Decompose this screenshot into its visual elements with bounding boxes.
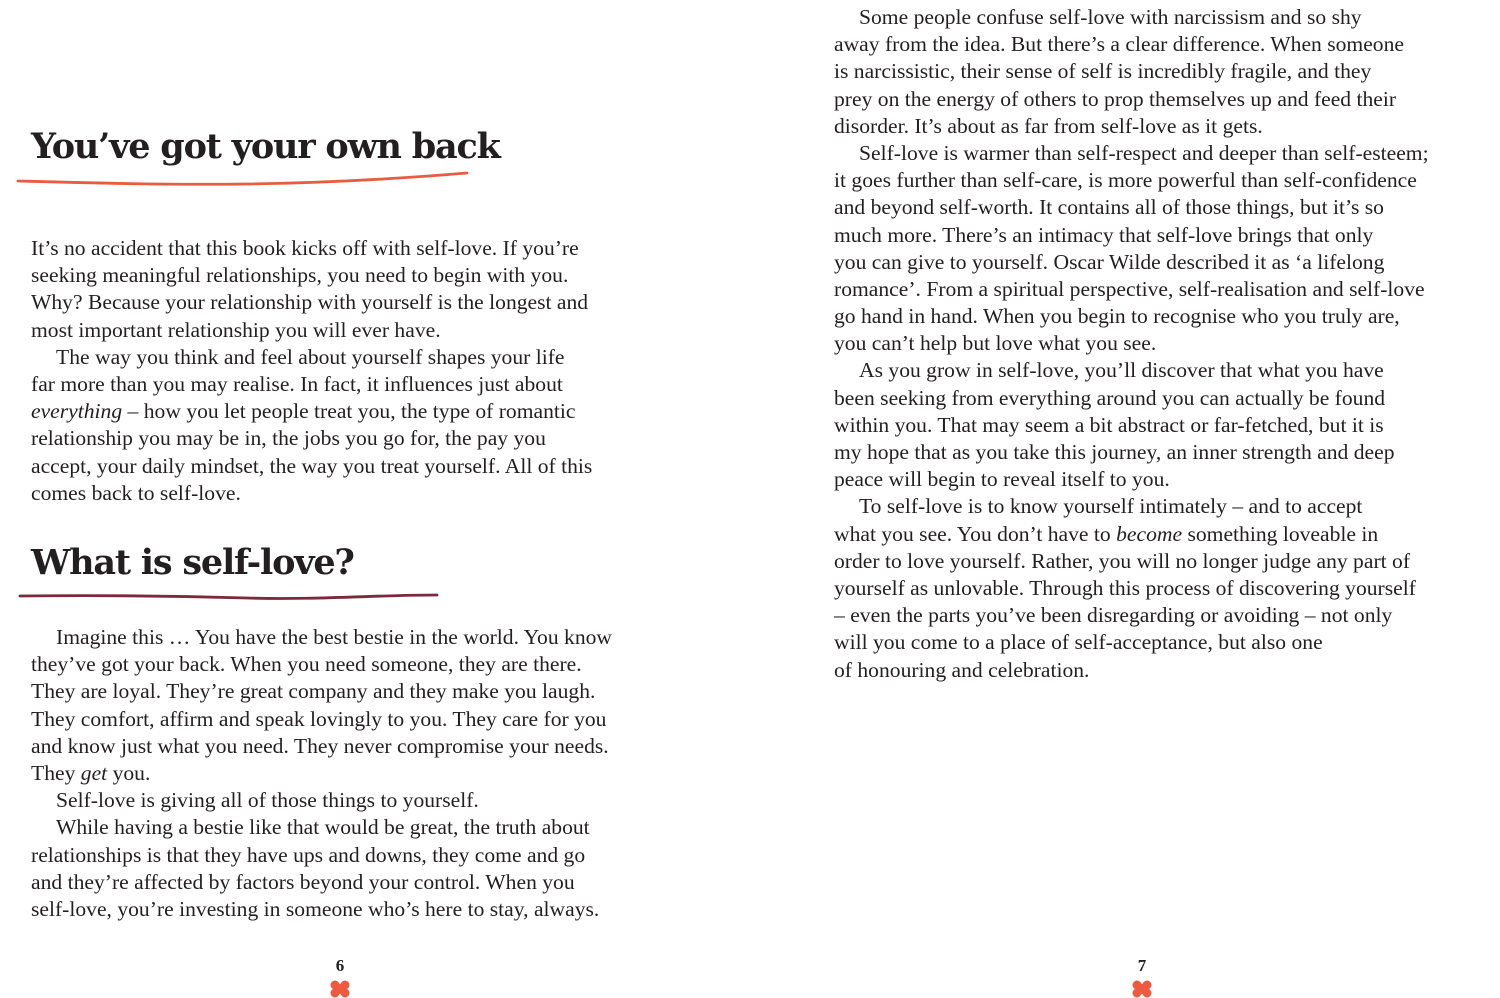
text-line: and know just what you need. They never compromise your needs.: [31, 733, 609, 758]
text-line: comes back to self-love.: [31, 480, 241, 505]
text-line: Imagine this … You have the best bestie in the world. You know: [56, 625, 613, 649]
text-line: While having a bestie like that would be great, the truth about: [56, 815, 590, 840]
text-line: relationship you may be in, the jobs you go for, the pay you: [31, 426, 546, 451]
text-line: Some people confuse self-love with narcissism and so shy: [859, 5, 1362, 29]
heading-own-back: You’ve got your own back: [31, 126, 500, 167]
text-line: go hand in hand. When you begin to recognise who you truly are,: [834, 304, 1400, 329]
text-line: – even the parts you’ve been disregarding or avoiding – not only: [834, 603, 1393, 628]
text-line: As you grow in self-love, you’ll discover that what you have: [859, 358, 1384, 383]
text-line: away from the idea. But there’s a clear difference. When someone: [834, 32, 1404, 57]
text-line: accept, your daily mindset, the way you treat yourself. All of this: [31, 453, 593, 478]
text-line: you can’t help but love what you see.: [834, 331, 1157, 356]
heading-underline-maroon: [17, 584, 441, 604]
text-line: prey on the energy of others to prop themselves up and feed their: [834, 86, 1397, 111]
flower-icon: [328, 980, 352, 998]
text-line: and beyond self-worth. It contains all of those things, but it’s so: [834, 195, 1384, 220]
text-line: Why? Because your relationship with yourself is the longest and: [31, 290, 589, 315]
page-number: 7: [1137, 956, 1147, 975]
right-text-block: [834, 4, 1429, 684]
left-para-2: [31, 624, 612, 923]
text-line: They comfort, affirm and speak lovingly to you. They care for you: [31, 706, 607, 731]
text-line: within you. That may seem a bit abstract or far-fetched, but it is: [834, 412, 1384, 437]
emphasis-become: become: [1116, 521, 1183, 546]
flower-icon: [1130, 980, 1154, 998]
text-line: disorder. It’s about as far from self-love as it gets.: [834, 113, 1263, 138]
text-fragment: – how you let people treat you, the type of romantic: [122, 399, 576, 424]
text-line: yourself as unlovable. Through this process of discovering yourself: [834, 575, 1416, 600]
text-line: order to love yourself. Rather, you will no longer judge any part of: [834, 548, 1411, 573]
right-page: [750, 0, 1500, 998]
text-line: [834, 521, 1429, 548]
text-line: is narcissistic, their sense of self is incredibly fragile, and they: [834, 59, 1372, 84]
emphasis-get: get: [80, 760, 108, 785]
text-line: and they’re affected by factors beyond your control. When you: [31, 869, 575, 894]
text-line: To self-love is to know yourself intimately – and to accept: [859, 494, 1363, 519]
text-line: my hope that as you take this journey, an inner strength and deep: [834, 440, 1395, 464]
text-line: seeking meaningful relationships, you need to begin with you.: [31, 263, 569, 288]
page-number: 6: [335, 956, 345, 975]
text-line: of honouring and celebration.: [834, 657, 1090, 682]
text-fragment: what you see. You don’t have to: [834, 521, 1117, 546]
text-line: [31, 398, 592, 425]
text-fragment: They: [31, 760, 81, 785]
text-line: it goes further than self-care, is more powerful than self-confidence: [834, 168, 1417, 193]
text-line: The way you think and feel about yourself shapes your life: [56, 344, 565, 369]
text-line: romance’. From a spiritual perspective, self-realisation and self-love: [834, 276, 1425, 301]
text-line: [31, 760, 612, 787]
text-line: will you come to a place of self-acceptance, but also one: [834, 630, 1323, 655]
text-line: been seeking from everything around you can actually be found: [834, 385, 1386, 410]
text-line: much more. There’s an intimacy that self-love brings that only: [834, 222, 1374, 247]
heading-what-is-self-love: What is self-love?: [31, 542, 354, 583]
left-para-1: [31, 235, 592, 507]
text-line: most important relationship you will ever have.: [31, 317, 441, 342]
text-line: they’ve got your back. When you need someone, they are there.: [31, 652, 582, 677]
emphasis-everything: everything: [31, 399, 123, 424]
text-line: Self-love is warmer than self-respect and deeper than self-esteem;: [859, 140, 1429, 165]
text-line: They are loyal. They’re great company and they make you laugh.: [31, 679, 596, 704]
text-line: you can give to yourself. Oscar Wilde described it as ‘a lifelong: [834, 249, 1385, 274]
text-line: It’s no accident that this book kicks off with self-love. If you’re: [31, 236, 579, 260]
text-line: self-love, you’re investing in someone who’s here to stay, always.: [31, 896, 600, 921]
text-line: far more than you may realise. In fact, it influences just about: [31, 371, 563, 396]
text-line: Self-love is giving all of those things to yourself.: [56, 788, 479, 813]
heading-underline-orange: [15, 168, 471, 190]
text-fragment: you.: [107, 760, 151, 785]
text-fragment: something loveable in: [1182, 521, 1379, 546]
text-line: peace will begin to reveal itself to you.: [834, 467, 1170, 492]
text-line: relationships is that they have ups and downs, they come and go: [31, 842, 586, 867]
